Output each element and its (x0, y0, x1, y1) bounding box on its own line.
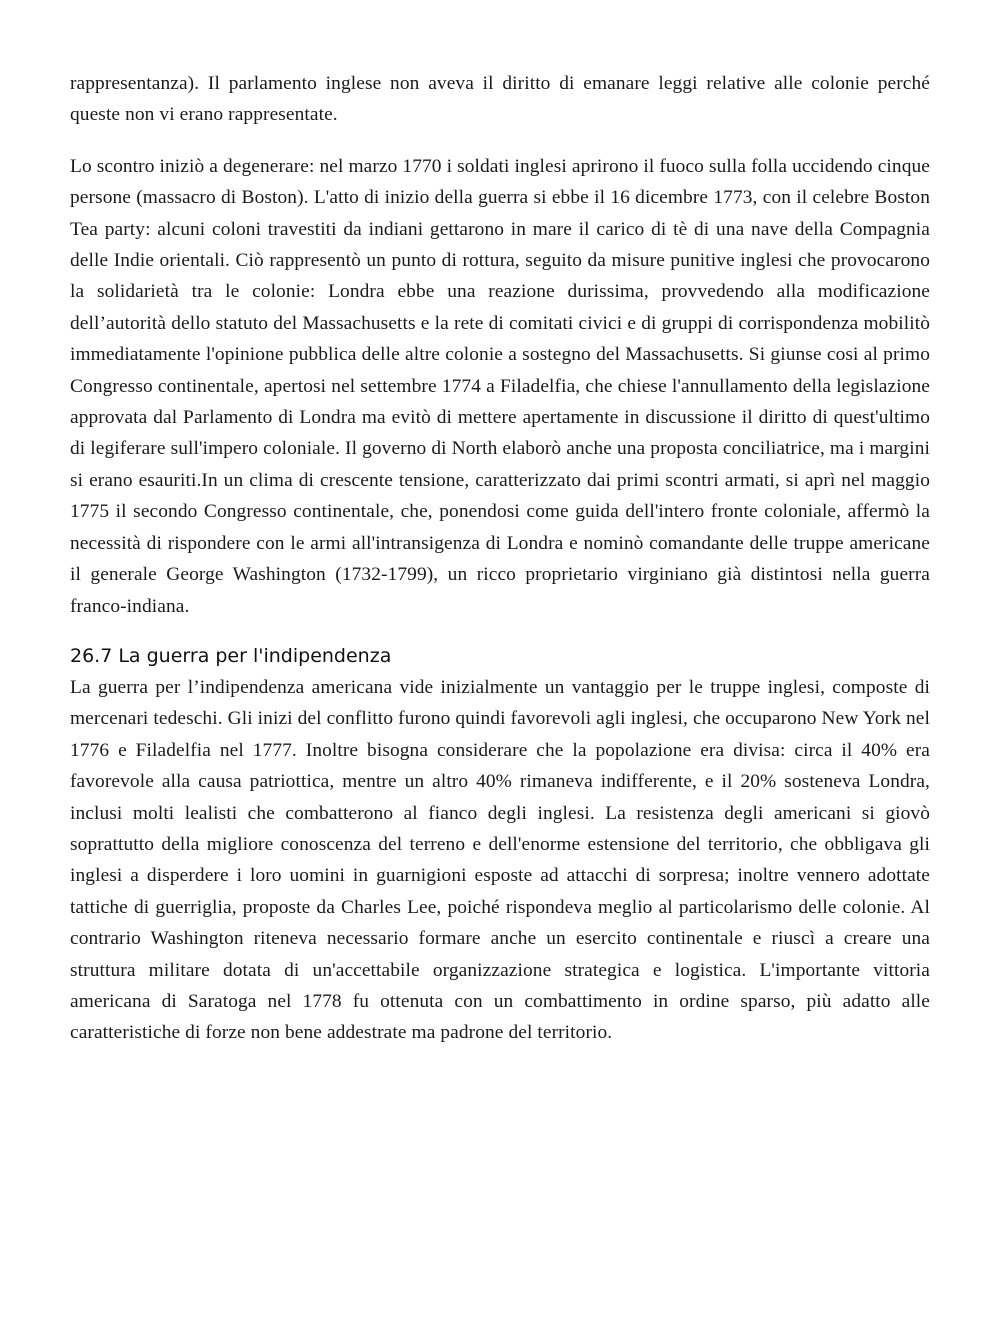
paragraph-war-of-independence: La guerra per l’indipendenza americana vide inizialmente un vantaggio per le truppe inglesi, composte di mercenari tedeschi. Gli inizi del conflitto furono quindi favorevoli agli inglesi, che occuparono New York nel 1776 e Filadelfia nel 1777. Inoltre bisogna considerare che la popolazione era divisa: circa il 40% era favorevole alla causa patriottica, mentre un altro 40% rimaneva indifferente, e il 20% sosteneva Londra, inclusi molti lealisti che combatterono al fianco degli inglesi. La resistenza degli americani si giovò soprattutto della migliore conoscenza del terreno e dell'enorme estensione del territorio, che obbligava gli inglesi a disperdere i loro uomini in guarnigioni esposte ad attacchi di sorpresa; inoltre vennero adottate tattiche di guerriglia, proposte da Charles Lee, poiché rispondeva meglio al particolarismo delle colonie. Al contrario Washington riteneva necessario formare anche un esercito continentale e riuscì a creare una struttura militare dotata di un'accettabile organizzazione strategica e logistica. L'importante vittoria americana di Saratoga nel 1778 fu ottenuta con un combattimento in ordine sparso, più adatto alle caratteristiche di forze non bene addestrate ma padrone del territorio. (70, 676, 930, 1044)
document-page (70, 68, 930, 1049)
paragraph-boston-conflict: Lo scontro iniziò a degenerare: nel marzo 1770 i soldati inglesi aprirono il fuoco sulla folla uccidendo cinque persone (massacro di Boston). L'atto di inizio della guerra si ebbe il 16 dicembre 1773, con il celebre Boston Tea party: alcuni coloni travestiti da indiani gettarono in mare il carico di tè di una nave della Compagnia delle Indie orientali. Ciò rappresentò un punto di rottura, seguito da misure punitive inglesi che provocarono la solidarietà tra le colonie: Londra ebbe una reazione durissima, provvedendo alla modificazione dell’autorità dello statuto del Massachusetts e la rete di comitati civici e di gruppi di corrispondenza mobilitò immediatamente l'opinione pubblica delle altre colonie a sostegno del Massachusetts. Si giunse cosi al primo Congresso continentale, apertosi nel settembre 1774 a Filadelfia, che chiese l'annullamento della legislazione approvata dal Parlamento di Londra ma evitò di mettere apertamente in discussione il diritto di quest'ultimo di legiferare sull'impero coloniale. Il governo di North elaborò anche una proposta conciliatrice, ma i margini si erano esauriti.In un clima di crescente tensione, caratterizzato dai primi scontri armati, si aprì nel maggio 1775 il secondo Congresso continentale, che, ponendosi come guida dell'intero fronte coloniale, affermò la necessità di rispondere con le armi all'intransigenza di Londra e nominò comandante delle truppe americane il generale George Washington (1732-1799), un ricco proprietario virginiano già distintosi nella guerra franco-indiana. (70, 155, 930, 617)
paragraph-representation: rappresentanza). Il parlamento inglese non aveva il diritto di emanare leggi relative alle colonie perché queste non vi erano rappresentate. (70, 73, 930, 126)
section-heading: 26.7 La guerra per l'indipendenza (70, 644, 392, 667)
